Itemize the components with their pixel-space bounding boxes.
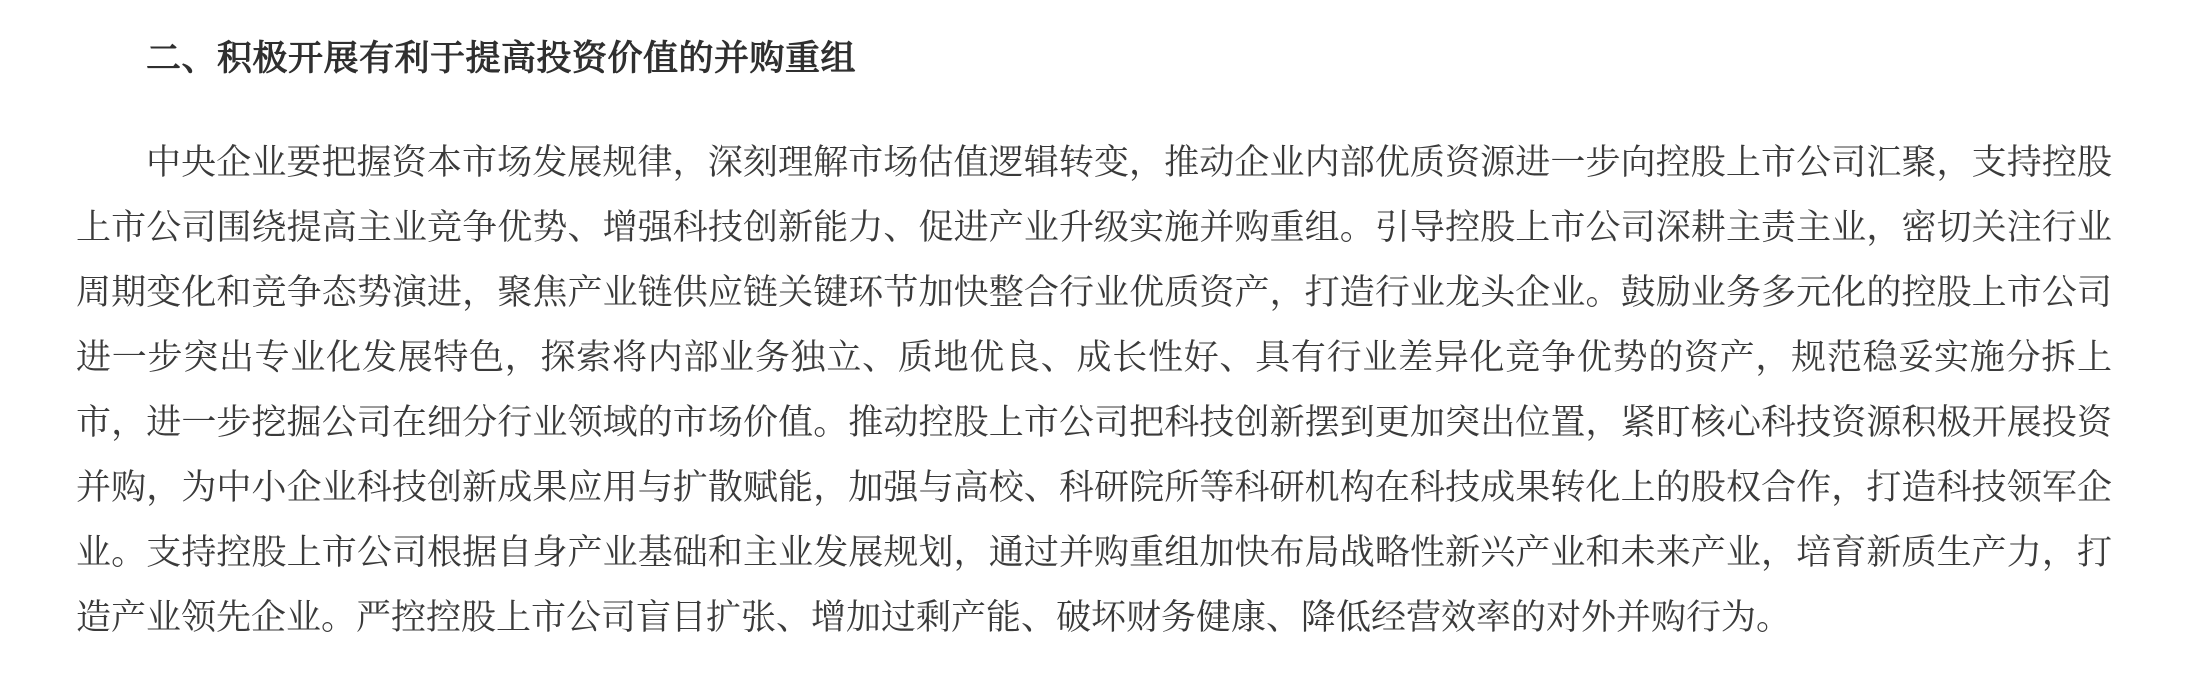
section-body-paragraph: 中央企业要把握资本市场发展规律，深刻理解市场估值逻辑转变，推动企业内部优质资源进一步向控股上市公司汇聚，支持控股上市公司围绕提高主业竞争优势、增强科技创新能力、促进产业升级实施并购重组。引导控股上市公司深耕主责主业，密切关注行业周期变化和竞争态势演进，聚焦产业链供应链关键环节加快整合行业优质资产，打造行业龙头企业。鼓励业务多元化的控股上市公司进一步突出专业化发展特色，探索将内部业务独立、质地优良、成长性好、具有行业差异化竞争优势的资产，规范稳妥实施分拆上市，进一步挖掘公司在细分行业领域的市场价值。推动控股上市公司把科技创新摆到更加突出位置，紧盯核心科技资源积极开展投资并购，为中小企业科技创新成果应用与扩散赋能，加强与高校、科研院所等科研机构在科技成果转化上的股权合作，打造科技领军企业。支持控股上市公司根据自身产业基础和主业发展规划，通过并购重组加快布局战略性新兴产业和未来产业，培育新质生产力，打造产业领先企业。严控控股上市公司盲目扩张、增加过剩产能、破坏财务健康、降低经营效率的对外并购行为。 bbox=[76, 143, 2112, 637]
section-heading: 二、积极开展有利于提高投资价值的并购重组 bbox=[146, 39, 857, 78]
